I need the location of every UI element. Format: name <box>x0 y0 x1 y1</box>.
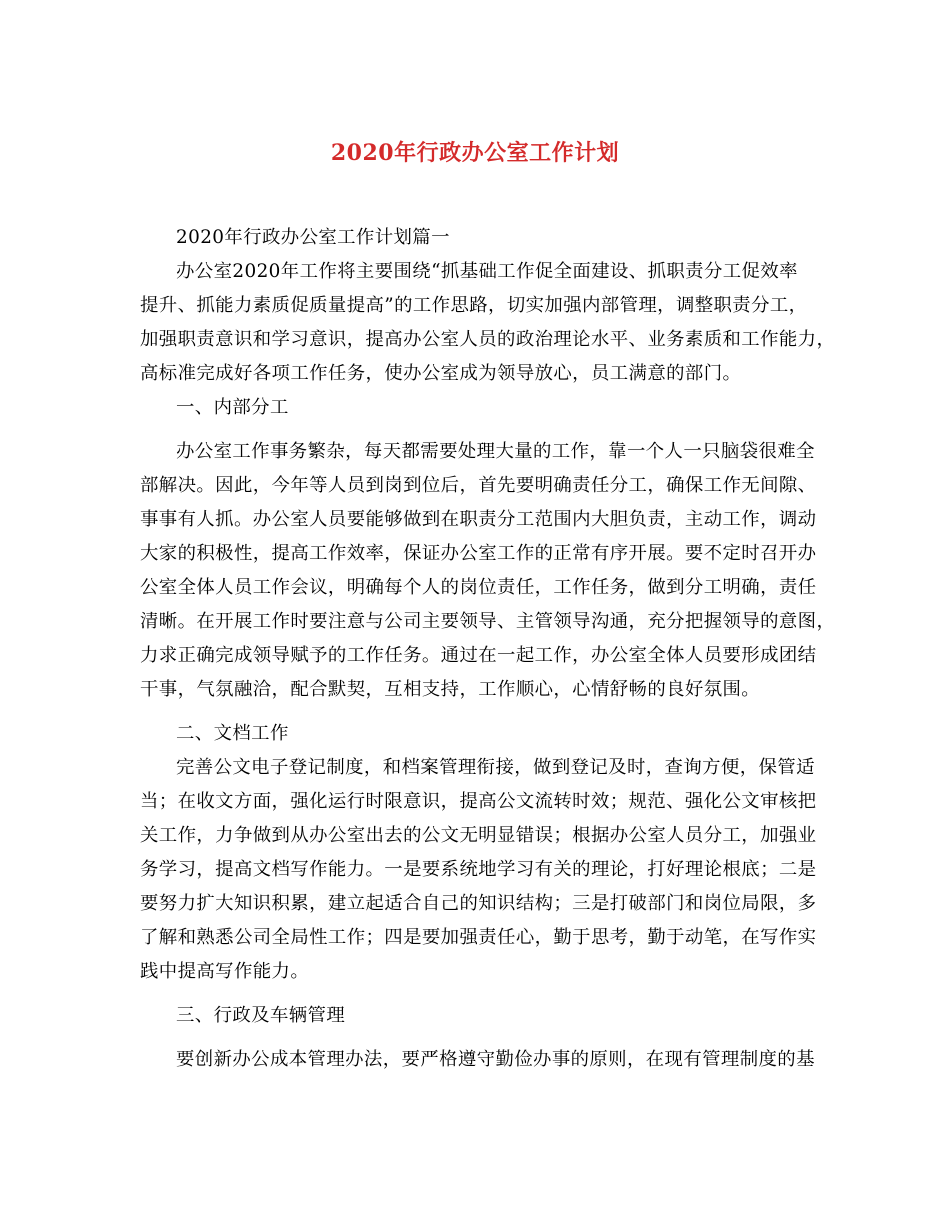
paragraph-line: 践中提高写作能力。 <box>140 961 310 982</box>
paragraph-line: 清晰。在开展工作时要注意与公司主要领导、主管领导沟通，充分把握领导的意图， <box>140 611 836 632</box>
paragraph-line: 干事，气氛融洽，配合默契，互相支持，工作顺心，心情舒畅的良好氛围。 <box>140 679 761 700</box>
paragraph-line: 要努力扩大知识积累，建立起适合自己的知识结构；三是打破部门和岗位局限，多 <box>140 893 817 914</box>
paragraph-line: 务学习，提高文档写作能力。一是要系统地学习有关的理论，打好理论根底；二是 <box>140 859 817 880</box>
paragraph-line: 提升、抓能力素质促质量提高”的工作思路，切实加强内部管理，调整职责分工， <box>140 295 808 316</box>
section-heading: 三、行政及车辆管理 <box>176 1005 346 1026</box>
paragraph-line: 加强职责意识和学习意识，提高办公室人员的政治理论水平、业务素质和工作能力， <box>140 329 836 350</box>
paragraph-line: 要创新办公成本管理办法，要严格遵守勤俭办事的原则，在现有管理制度的基 <box>176 1049 815 1070</box>
paragraph-line: 当；在收文方面，强化运行时限意识，提高公文流转时效；规范、强化公文审核把 <box>140 791 817 812</box>
section-heading: 2020年行政办公室工作计划篇一 <box>176 227 450 248</box>
paragraph-line: 公室全体人员工作会议，明确每个人的岗位责任，工作任务，做到分工明确，责任 <box>140 577 817 598</box>
paragraph-line: 了解和熟悉公司全局性工作；四是要加强责任心，勤于思考，勤于动笔，在写作实 <box>140 927 817 948</box>
paragraph-line: 大家的积极性，提高工作效率，保证办公室工作的正常有序开展。要不定时召开办 <box>140 543 817 564</box>
paragraph-line: 部解决。因此，今年等人员到岗到位后，首先要明确责任分工，确保工作无间隙、 <box>140 475 817 496</box>
paragraph-line: 办公室工作事务繁杂，每天都需要处理大量的工作，靠一个人一只脑袋很难全 <box>176 441 815 462</box>
section-heading: 二、文档工作 <box>176 723 289 744</box>
paragraph-line: 高标准完成好各项工作任务，使办公室成为领导放心，员工满意的部门。 <box>140 363 742 384</box>
paragraph-line: 关工作，力争做到从办公室出去的公文无明显错误；根据办公室人员分工，加强业 <box>140 825 817 846</box>
paragraph-line: 事事有人抓。办公室人员要能够做到在职责分工范围内大胆负责，主动工作，调动 <box>140 509 817 530</box>
paragraph-line: 办公室2020年工作将主要围绕“抓基础工作促全面建设、抓职责分工促效率 <box>176 261 798 282</box>
paragraph-line: 完善公文电子登记制度，和档案管理衔接，做到登记及时，查询方便，保管适 <box>176 757 815 778</box>
document-title: 2020年行政办公室工作计划 <box>330 140 620 166</box>
section-heading: 一、内部分工 <box>176 397 289 418</box>
paragraph-line: 力求正确完成领导赋予的工作任务。通过在一起工作，办公室全体人员要形成团结 <box>140 645 817 666</box>
